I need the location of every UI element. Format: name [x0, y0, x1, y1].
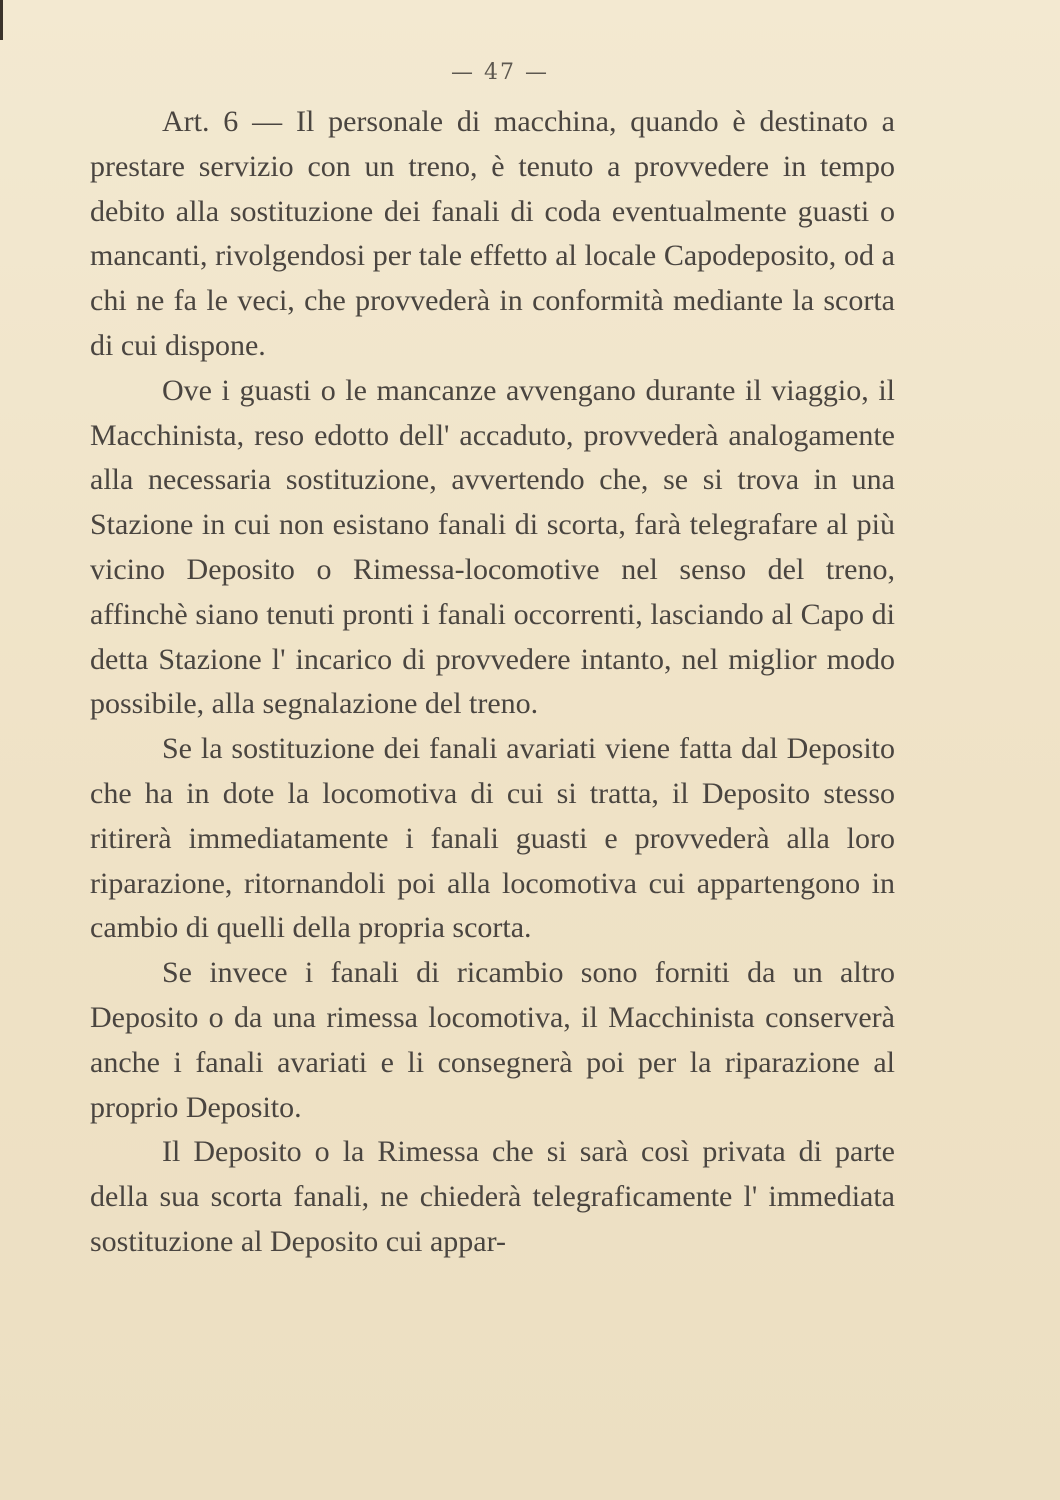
paragraph-altro-deposito: Se invece i fanali di ricambio sono forniti da un altro Deposito o da una rimessa locomotiva, il Macchinista conserverà anche i fanali avariati e li consegnerà poi per la riparazione al proprio Deposito.	[90, 956, 895, 1124]
body-text	[90, 100, 895, 1265]
page-number: — 47 —	[451, 60, 549, 85]
paragraph-sostituzione-deposito: Se la sostituzione dei fanali avariati viene fatta dal Deposito che ha in dote la locomotiva di cui si tratta, il Deposito stesso ritirerà immediatamente i fanali guasti e provvederà alla loro riparazione, ritornandoli poi alla locomotiva cui appartengono in cambio di quelli della propria scorta.	[90, 732, 895, 945]
paragraph-rimessa-scorta: Il Deposito o la Rimessa che si sarà così privata di parte della sua scorta fanali, ne chiederà telegraficamente l' immediata sostituzione al Deposito cui appar-	[90, 1135, 895, 1258]
paragraph-guasti-viaggio: Ove i guasti o le mancanze avvengano durante il viaggio, il Macchinista, reso edotto dell' accaduto, provvederà analogamente alla necessaria sostituzione, avvertendo che, se si trova in una Stazione in cui non esistano fanali di scorta, farà telegrafare al più vicino Deposito o Rimessa-locomotive nel senso del treno, affinchè siano tenuti pronti i fanali occorrenti, lasciando al Capo di detta Stazione l' incarico di provvedere intanto, nel miglior modo possibile, alla segnalazione del treno.	[90, 373, 895, 721]
scan-edge-mark	[0, 0, 3, 40]
paragraph-art-6: Art. 6 — Il personale di macchina, quando è destinato a prestare servizio con un treno, è tenuto a provvedere in tempo debito alla sostituzione dei fanali di coda eventualmente guasti o mancanti, rivolgendosi per tale effetto al locale Capodeposito, od a chi ne fa le veci, che provvederà in conformità mediante la scorta di cui dispone.	[90, 105, 895, 362]
